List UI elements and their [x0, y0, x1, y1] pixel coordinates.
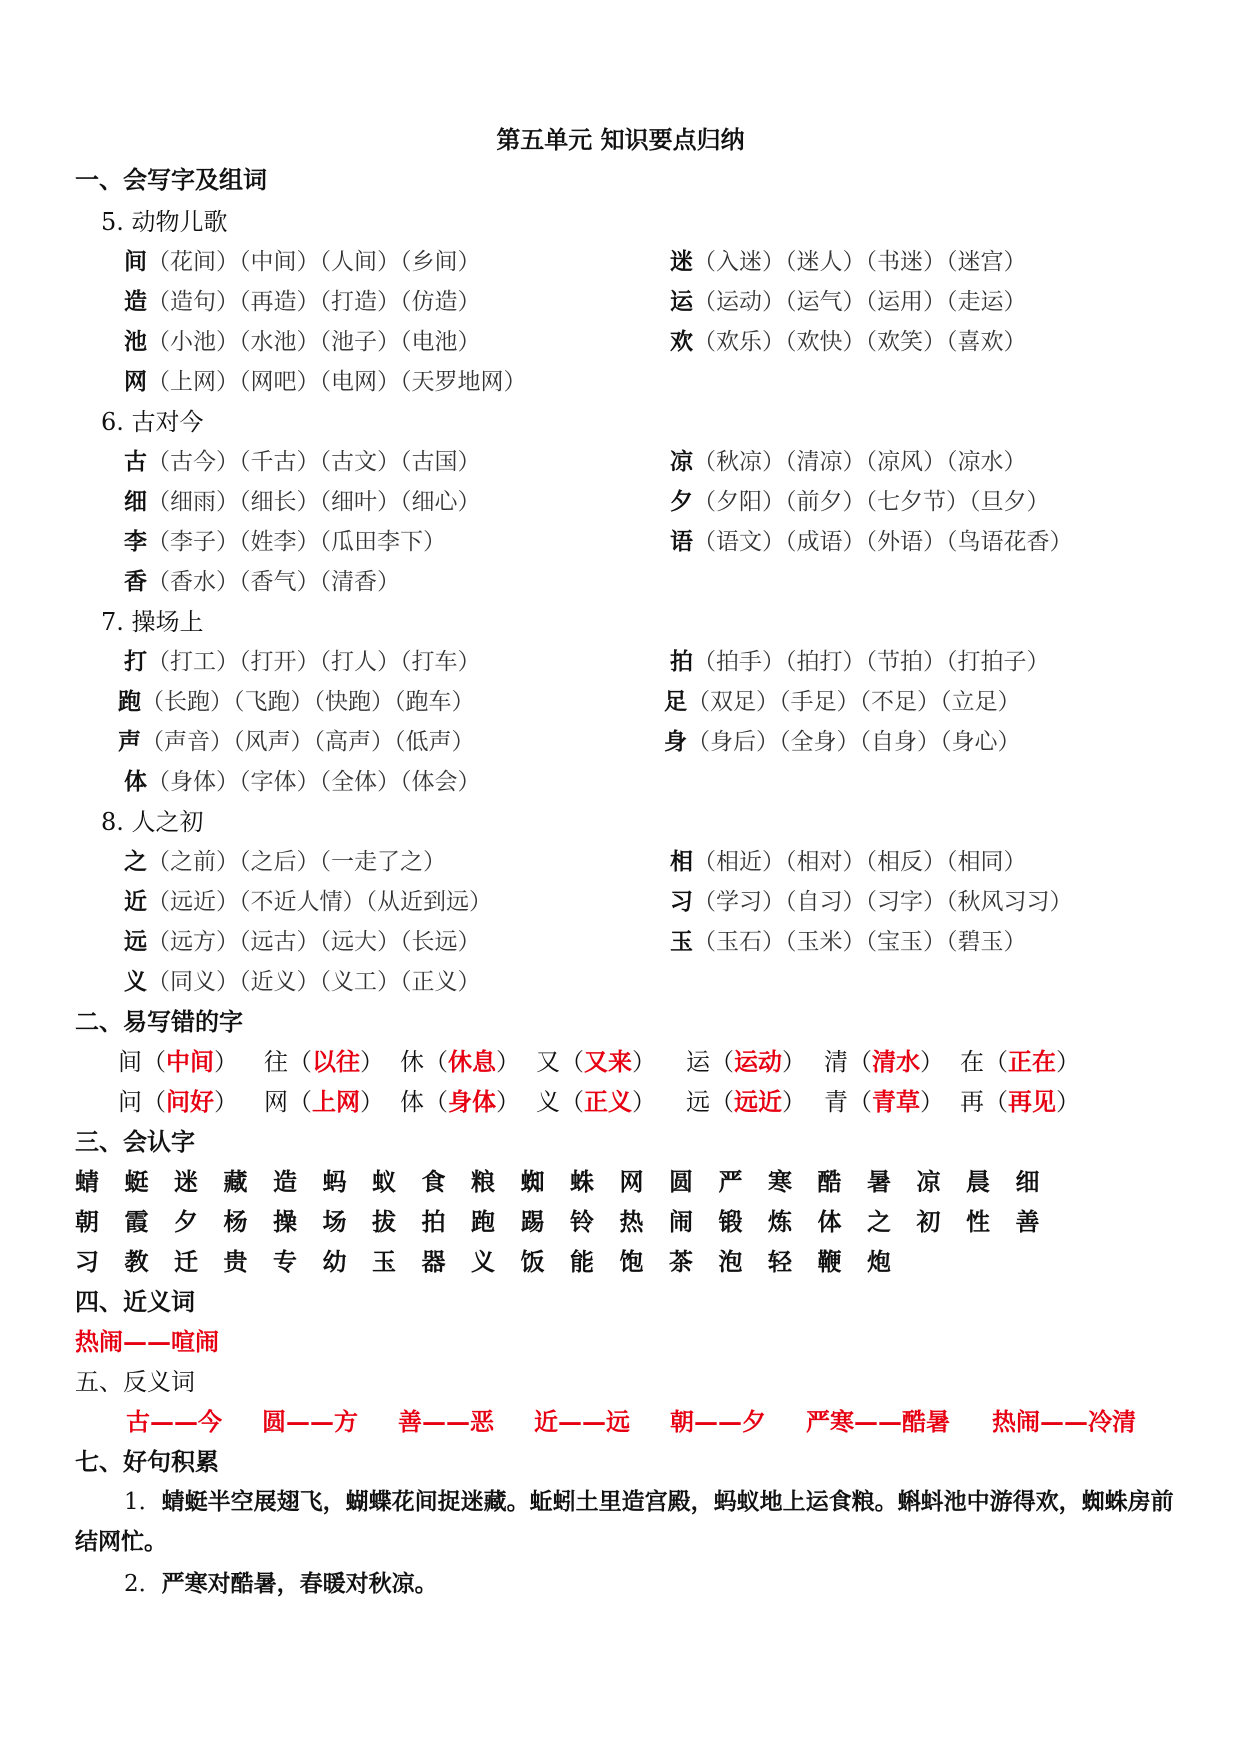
- recognize-char: 习: [75, 1247, 99, 1276]
- recognize-char: 跑: [471, 1207, 495, 1236]
- char: 义: [124, 968, 147, 995]
- recognize-char: 藏: [223, 1167, 248, 1196]
- char: 相: [670, 848, 693, 875]
- recognize-char: 义: [471, 1247, 495, 1276]
- word-row: [670, 926, 1027, 958]
- recognize-char: 蜓: [124, 1167, 149, 1196]
- error-row: [118, 1086, 1080, 1118]
- recognize-char: 杨: [223, 1207, 248, 1236]
- recognize-char: 炮: [867, 1247, 891, 1276]
- words: （花间）（中间）（人间）（乡间）: [147, 249, 481, 275]
- recognize-char: 铃: [570, 1207, 594, 1236]
- word-row: [124, 926, 481, 958]
- recognize-char: 蚁: [372, 1167, 396, 1196]
- word-row: [118, 726, 475, 758]
- word-row: [124, 886, 492, 918]
- recognize-char: 善: [1015, 1207, 1040, 1236]
- recognize-char: 朝: [75, 1207, 99, 1236]
- recognize-char: 霞: [124, 1207, 149, 1236]
- error-item: 清（清水）: [824, 1047, 944, 1076]
- word-row: [124, 846, 446, 878]
- error-item: 间（中间）: [118, 1047, 238, 1076]
- recognize-char: 饱: [619, 1247, 644, 1276]
- recognize-char: 饭: [520, 1247, 545, 1276]
- char: 足: [664, 688, 687, 715]
- recognize-char: 蛛: [570, 1167, 594, 1196]
- recognize-char: 造: [273, 1167, 297, 1196]
- recognize-char: 之: [867, 1207, 891, 1236]
- char: 运: [670, 288, 693, 315]
- word-row: [670, 246, 1027, 278]
- recognize-char: 蜻: [75, 1167, 99, 1196]
- words: （李子）（姓李）（瓜田李下）: [147, 529, 446, 555]
- char: 跑: [118, 688, 141, 715]
- sentence-paragraph: 2．严寒对酷暑，春暖对秋凉。: [124, 1570, 438, 1597]
- word-row: [670, 486, 1050, 518]
- words: （古今）（千古）（古文）（古国）: [147, 449, 481, 475]
- words: （之前）（之后）（一走了之）: [147, 849, 446, 875]
- char: 声: [118, 728, 141, 755]
- recognize-row: [75, 1206, 1065, 1238]
- char: 语: [670, 528, 693, 555]
- words: （语文）（成语）（外语）（鸟语花香）: [693, 529, 1073, 555]
- char: 细: [124, 488, 147, 515]
- recognize-char: 严: [718, 1167, 743, 1196]
- word-row: [670, 446, 1027, 478]
- char: 池: [124, 328, 147, 355]
- recognize-char: 场: [322, 1207, 347, 1236]
- page-title: 第五单元 知识要点归纳: [496, 125, 745, 154]
- antonym-pair: 古——今: [126, 1407, 222, 1436]
- recognize-char: 暑: [867, 1167, 891, 1196]
- char: 远: [124, 928, 147, 955]
- recognize-char: 锻: [718, 1207, 743, 1236]
- recognize-char: 圆: [669, 1167, 693, 1196]
- recognize-char: 教: [124, 1247, 149, 1276]
- section-heading-recognize: 三、会认字: [75, 1127, 195, 1156]
- section-heading-antonyms: 五、反义词: [75, 1368, 195, 1396]
- error-item: 体（身体）: [400, 1087, 520, 1116]
- char: 李: [124, 528, 147, 555]
- word-row: [124, 766, 481, 798]
- recognize-char: 夕: [174, 1207, 198, 1236]
- char: 凉: [670, 448, 693, 475]
- word-row: [124, 286, 481, 318]
- antonym-pair: 近——远: [534, 1407, 630, 1436]
- recognize-char: 炼: [768, 1207, 792, 1236]
- words: （双足）（手足）（不足）（立足）: [687, 689, 1021, 715]
- words: （玉石）（玉米）（宝玉）（碧玉）: [693, 929, 1027, 955]
- antonym-pair: 善——恶: [398, 1407, 494, 1436]
- words: （长跑）（飞跑）（快跑）（跑车）: [141, 689, 475, 715]
- words: （入迷）（迷人）（书迷）（迷宫）: [693, 249, 1027, 275]
- error-item: 再（再见）: [960, 1087, 1080, 1116]
- recognize-char: 初: [916, 1207, 941, 1236]
- recognize-char: 性: [966, 1207, 990, 1236]
- word-row: [670, 526, 1073, 558]
- lesson-heading: 5. 动物儿歌: [101, 208, 228, 236]
- error-item: 远（远近）: [686, 1087, 806, 1116]
- antonym-pair: 圆——方: [262, 1407, 358, 1436]
- recognize-char: 网: [619, 1167, 644, 1196]
- recognize-char: 寒: [768, 1167, 792, 1196]
- word-row: [124, 326, 481, 358]
- error-item: 网（上网）: [264, 1087, 384, 1116]
- recognize-char: 体: [817, 1207, 842, 1236]
- sentence-paragraph: 1．蜻蜓半空展翅飞，蝴蝶花间捉迷藏。蚯蚓土里造宫殿，蚂蚁地上运食粮。蝌蚪池中游得欢，蜘蛛房前结网忙。: [75, 1488, 1174, 1555]
- error-item: 又（又来）: [536, 1047, 656, 1076]
- recognize-char: 贵: [223, 1247, 248, 1276]
- char: 香: [124, 568, 147, 595]
- words: （声音）（风声）（高声）（低声）: [141, 729, 475, 755]
- recognize-char: 踢: [520, 1207, 545, 1236]
- word-row: [124, 446, 481, 478]
- words: （小池）（水池）（池子）（电池）: [147, 329, 481, 355]
- word-row: [670, 326, 1027, 358]
- error-item: 问（问好）: [118, 1087, 238, 1116]
- char: 迷: [670, 248, 693, 275]
- recognize-char: 晨: [966, 1167, 990, 1196]
- words: （同义）（近义）（义工）（正义）: [147, 969, 481, 995]
- words: （远近）（不近人情）（从近到远）: [147, 889, 492, 915]
- word-row: [670, 286, 1027, 318]
- char: 习: [670, 888, 693, 915]
- recognize-row: [75, 1166, 1065, 1198]
- recognize-char: 器: [421, 1247, 446, 1276]
- recognize-char: 幼: [322, 1247, 347, 1276]
- recognize-char: 蜘: [520, 1167, 545, 1196]
- char: 玉: [670, 928, 693, 955]
- word-row: [670, 846, 1027, 878]
- recognize-char: 食: [421, 1167, 446, 1196]
- recognize-char: 粮: [471, 1167, 495, 1196]
- word-row: [124, 646, 481, 678]
- antonym-pair: 热闹——冷清: [992, 1407, 1136, 1436]
- recognize-char: 迁: [174, 1247, 198, 1276]
- lesson-heading: 6. 古对今: [101, 408, 204, 436]
- error-item: 休（休息）: [400, 1047, 520, 1076]
- words: （学习）（自习）（习字）（秋风习习）: [693, 889, 1073, 915]
- word-row: [124, 246, 481, 278]
- recognize-char: 专: [273, 1247, 297, 1276]
- words: （细雨）（细长）（细叶）（细心）: [147, 489, 481, 515]
- words: （秋凉）（清凉）（凉风）（凉水）: [693, 449, 1027, 475]
- word-row: [118, 686, 475, 718]
- words: （欢乐）（欢快）（欢笑）（喜欢）: [693, 329, 1027, 355]
- word-row: [670, 646, 1050, 678]
- section-heading-sentences: 七、好句积累: [75, 1447, 219, 1476]
- recognize-row: [75, 1246, 917, 1278]
- word-row: [124, 366, 527, 398]
- section-heading-synonyms: 四、近义词: [75, 1287, 195, 1316]
- recognize-char: 操: [273, 1207, 297, 1236]
- words: （远方）（远古）（远大）（长远）: [147, 929, 481, 955]
- char: 夕: [670, 488, 693, 515]
- char: 网: [124, 368, 147, 395]
- recognize-char: 茶: [669, 1247, 693, 1276]
- words: （身体）（字体）（全体）（体会）: [147, 769, 481, 795]
- word-row: [124, 566, 400, 598]
- word-row: [670, 886, 1073, 918]
- recognize-char: 鞭: [817, 1247, 842, 1276]
- words: （身后）（全身）（自身）（身心）: [687, 729, 1021, 755]
- char: 身: [664, 728, 687, 755]
- error-item: 往（以往）: [264, 1047, 384, 1076]
- error-row: [118, 1046, 1080, 1078]
- char: 间: [124, 248, 147, 275]
- recognize-char: 蚂: [322, 1167, 347, 1196]
- lesson-heading: 7. 操场上: [101, 608, 204, 636]
- section-heading-errors: 二、易写错的字: [75, 1007, 243, 1036]
- recognize-char: 热: [619, 1207, 644, 1236]
- error-item: 在（正在）: [960, 1047, 1080, 1076]
- words: （拍手）（拍打）（节拍）（打拍子）: [693, 649, 1050, 675]
- char: 体: [124, 768, 147, 795]
- char: 之: [124, 848, 147, 875]
- antonym-pair: 朝——夕: [670, 1407, 766, 1436]
- recognize-char: 拔: [372, 1207, 396, 1236]
- error-item: 运（运动）: [686, 1047, 806, 1076]
- recognize-char: 凉: [916, 1167, 941, 1196]
- words: （造句）（再造）（打造）（仿造）: [147, 289, 481, 315]
- word-row: [124, 486, 481, 518]
- error-item: 义（正义）: [536, 1087, 656, 1116]
- words: （香水）（香气）（清香）: [147, 569, 400, 595]
- words: （打工）（打开）（打人）（打车）: [147, 649, 481, 675]
- char: 古: [124, 448, 147, 475]
- word-row: [124, 526, 446, 558]
- recognize-char: 闹: [669, 1207, 693, 1236]
- recognize-char: 迷: [174, 1167, 198, 1196]
- char: 近: [124, 888, 147, 915]
- words: （夕阳）（前夕）（七夕节）（旦夕）: [693, 489, 1050, 515]
- recognize-char: 能: [570, 1247, 594, 1276]
- recognize-char: 玉: [372, 1247, 396, 1276]
- synonym-pair: 热闹——喧闹: [75, 1327, 219, 1356]
- error-item: 青（青草）: [824, 1087, 944, 1116]
- recognize-char: 酷: [817, 1167, 842, 1196]
- recognize-char: 泡: [718, 1247, 743, 1276]
- words: （相近）（相对）（相反）（相同）: [693, 849, 1027, 875]
- recognize-char: 轻: [768, 1247, 792, 1276]
- words: （上网）（网吧）（电网）（天罗地网）: [147, 369, 527, 395]
- recognize-char: 拍: [421, 1207, 446, 1236]
- section-heading-writing: 一、会写字及组词: [75, 165, 267, 194]
- words: （运动）（运气）（运用）（走运）: [693, 289, 1027, 315]
- char: 拍: [670, 648, 693, 675]
- antonym-pair: 严寒——酷暑: [806, 1407, 950, 1436]
- word-row: [664, 686, 1021, 718]
- lesson-heading: 8. 人之初: [101, 808, 204, 836]
- char: 欢: [670, 328, 693, 355]
- word-row: [124, 966, 481, 998]
- recognize-char: 细: [1015, 1167, 1040, 1196]
- char: 造: [124, 288, 147, 315]
- word-row: [664, 726, 1021, 758]
- char: 打: [124, 648, 147, 675]
